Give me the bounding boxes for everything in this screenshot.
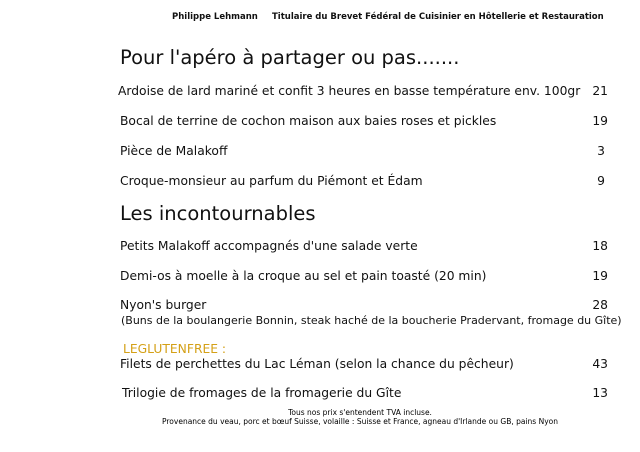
footer-vat-note: Tous nos prix s'entendent TVA incluse.: [288, 408, 432, 417]
menu-price: 19: [592, 269, 608, 283]
menu-item: Bocal de terrine de cochon maison aux baies roses et pickles: [120, 114, 497, 128]
menu-item: Petits Malakoff accompagnés d'une salade verte: [120, 239, 418, 253]
menu-price: 28: [592, 298, 608, 312]
section-heading-incontournables: Les incontournables: [120, 202, 316, 225]
menu-price: 3: [597, 144, 605, 158]
menu-price: 9: [597, 174, 605, 188]
menu-item: Trilogie de fromages de la fromagerie du Gîte: [122, 386, 402, 400]
menu-price: 43: [592, 357, 608, 371]
menu-item: Croque-monsieur au parfum du Piémont et Édam: [120, 174, 423, 188]
menu-item: Nyon's burger: [120, 298, 207, 312]
section-heading-apero: Pour l'apéro à partager ou pas.......: [120, 46, 460, 69]
chef-name: Philippe Lehmann: [172, 12, 258, 22]
menu-item: Demi-os à moelle à la croque au sel et pain toasté (20 min): [120, 269, 487, 283]
menu-item: Filets de perchettes du Lac Léman (selon la chance du pêcheur): [120, 357, 514, 371]
menu-item: Ardoise de lard mariné et confit 3 heures en basse température env. 100gr: [118, 84, 581, 98]
gluten-free-label: LEGLUTENFREE :: [123, 342, 227, 356]
footer-provenance: Provenance du veau, porc et bœuf Suisse, volaille : Suisse et France, agneau d'Irlande ou GB, pains Nyon: [162, 417, 558, 426]
menu-price: 13: [592, 386, 608, 400]
menu-item-detail: (Buns de la boulangerie Bonnin, steak haché de la boucherie Pradervant, fromage du Gîte): [121, 314, 622, 327]
menu-item: Pièce de Malakoff: [120, 144, 228, 158]
menu-price: 21: [592, 84, 608, 98]
menu-price: 18: [592, 239, 608, 253]
chef-title: Titulaire du Brevet Fédéral de Cuisinier en Hôtellerie et Restauration: [272, 12, 604, 22]
menu-price: 19: [592, 114, 608, 128]
